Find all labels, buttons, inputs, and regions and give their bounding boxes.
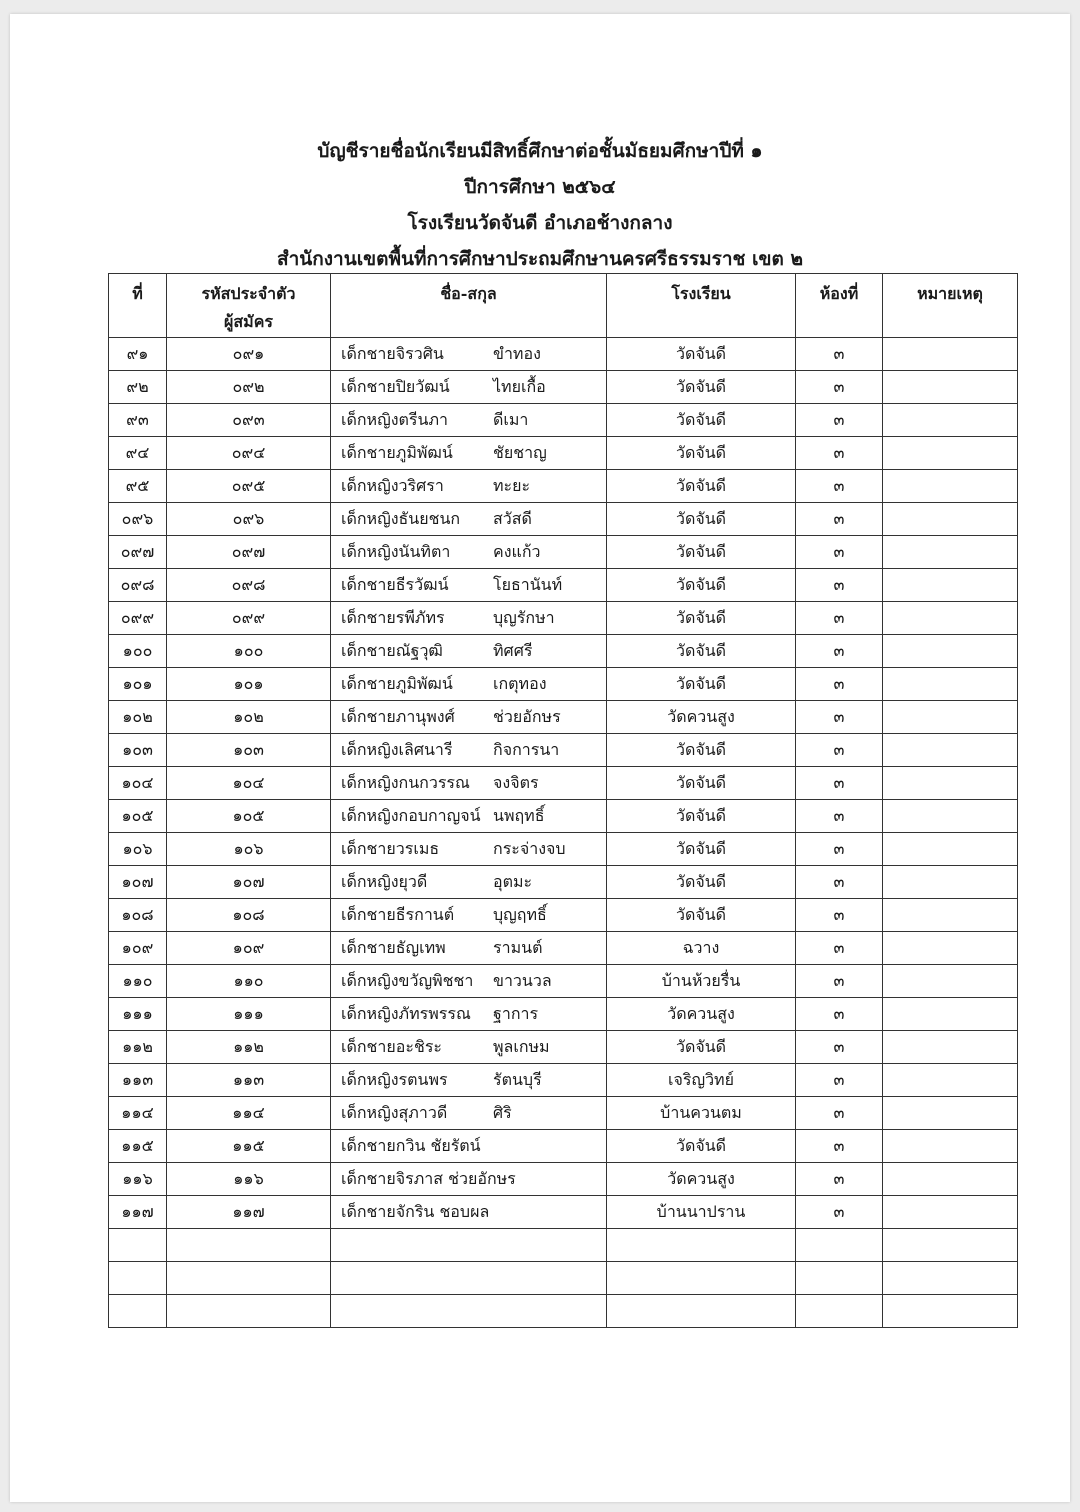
cell-name: [331, 338, 607, 371]
cell-school: วัดจันดี: [607, 800, 796, 833]
cell-code: ๑๑๐: [167, 965, 331, 998]
cell-note: [883, 536, 1018, 569]
cell-room: ๓: [796, 635, 883, 668]
header-code-line2: ผู้สมัคร: [224, 312, 273, 331]
cell-school: บ้านนาปราน: [607, 1196, 796, 1229]
cell-no: ๑๐๙: [109, 932, 167, 965]
cell-name: [331, 899, 607, 932]
cell-code: ๑๐๙: [167, 932, 331, 965]
last-name: ชัยชาญ: [493, 443, 547, 462]
cell-name: [331, 1130, 607, 1163]
header-note: หมายเหตุ: [883, 274, 1018, 338]
header-code-line1: รหัสประจำตัว: [201, 284, 296, 303]
cell-room: ๓: [796, 1196, 883, 1229]
cell-no: ๙๒: [109, 371, 167, 404]
cell-name: [331, 701, 607, 734]
cell-note: [883, 437, 1018, 470]
first-name: เด็กชายจักริน ชอบผล: [341, 1202, 490, 1221]
last-name: สวัสดี: [493, 509, 532, 528]
table-row: [109, 371, 1018, 404]
last-name: อุตมะ: [493, 872, 533, 891]
cell-school: วัดควนสูง: [607, 701, 796, 734]
first-name: เด็กหญิงเลิศนารี: [341, 740, 453, 759]
cell-code: ๐๙๘: [167, 569, 331, 602]
cell-code: ๑๐๓: [167, 734, 331, 767]
cell-code: ๑๐๖: [167, 833, 331, 866]
cell-name: [331, 404, 607, 437]
last-name: ฐาการ: [493, 1004, 539, 1023]
cell-name: [331, 998, 607, 1031]
title-line-2: ปีการศึกษา ๒๕๖๔: [464, 176, 616, 198]
cell-no: ๐๙๖: [109, 503, 167, 536]
cell-no: ๑๐๐: [109, 635, 167, 668]
cell-code: ๑๐๔: [167, 767, 331, 800]
first-name: เด็กชายจิรวศิน: [341, 344, 444, 363]
cell-school: วัดจันดี: [607, 569, 796, 602]
first-name: เด็กหญิงยุวดี: [341, 872, 428, 891]
cell-code: ๐๙๒: [167, 371, 331, 404]
cell-code: ๑๑๓: [167, 1064, 331, 1097]
cell-code: ๑๐๐: [167, 635, 331, 668]
cell-name: [331, 965, 607, 998]
last-name: ทิศศรี: [493, 641, 533, 660]
first-name: เด็กหญิงวริศรา: [341, 476, 444, 495]
cell-room: ๓: [796, 998, 883, 1031]
cell-no: ๑๑๓: [109, 1064, 167, 1097]
cell-school: วัดจันดี: [607, 833, 796, 866]
cell-room: ๓: [796, 833, 883, 866]
cell-no: ๑๑๑: [109, 998, 167, 1031]
cell-school: วัดจันดี: [607, 602, 796, 635]
header-code: [167, 274, 331, 338]
cell-name: [331, 635, 607, 668]
cell-room: ๓: [796, 1163, 883, 1196]
table-row: [109, 965, 1018, 998]
cell-room: ๓: [796, 701, 883, 734]
cell-no: ๙๑: [109, 338, 167, 371]
cell-code: ๑๑๗: [167, 1196, 331, 1229]
first-name: เด็กหญิงกนกวรรณ: [341, 773, 470, 792]
cell-school: วัดจันดี: [607, 668, 796, 701]
cell-room: ๓: [796, 1097, 883, 1130]
table-row: [109, 536, 1018, 569]
cell-no: ๑๐๘: [109, 899, 167, 932]
cell-room: ๓: [796, 767, 883, 800]
cell-code: ๐๙๖: [167, 503, 331, 536]
table-header-row: [109, 274, 1018, 338]
table-row: [109, 470, 1018, 503]
cell-name: [331, 371, 607, 404]
cell-no: ๐๙๙: [109, 602, 167, 635]
cell-no: ๑๐๕: [109, 800, 167, 833]
cell-no: ๑๐๖: [109, 833, 167, 866]
cell-note: [883, 668, 1018, 701]
cell-note: [883, 503, 1018, 536]
cell-note: [883, 899, 1018, 932]
table-row: [109, 668, 1018, 701]
cell-room: ๓: [796, 503, 883, 536]
cell-no: ๑๑๗: [109, 1196, 167, 1229]
cell-code: ๑๐๘: [167, 899, 331, 932]
table-row: [109, 899, 1018, 932]
last-name: ทะยะ: [493, 476, 531, 495]
cell-note: [883, 1229, 1018, 1262]
first-name: เด็กชายภูมิพัฒน์: [341, 443, 453, 462]
cell-note: [883, 1097, 1018, 1130]
last-name: ขาวนวล: [493, 971, 552, 990]
cell-code: ๐๙๑: [167, 338, 331, 371]
table-row: [109, 1130, 1018, 1163]
first-name: เด็กชายอะชิระ: [341, 1037, 443, 1056]
cell-no: ๑๐๔: [109, 767, 167, 800]
table-row: [109, 569, 1018, 602]
cell-no: ๑๑๔: [109, 1097, 167, 1130]
table-row: [109, 602, 1018, 635]
cell-no: ๑๑๐: [109, 965, 167, 998]
cell-school: วัดจันดี: [607, 635, 796, 668]
title-line-3: โรงเรียนวัดจันดี อำเภอช้างกลาง: [407, 212, 673, 234]
cell-school: [607, 1262, 796, 1295]
cell-no: ๐๙๘: [109, 569, 167, 602]
last-name: รัตนบุรี: [493, 1070, 542, 1089]
cell-no: ๑๑๒: [109, 1031, 167, 1064]
cell-no: [109, 1229, 167, 1262]
cell-code: [167, 1262, 331, 1295]
table-row: [109, 701, 1018, 734]
cell-room: ๓: [796, 1130, 883, 1163]
first-name: เด็กชายธีรวัฒน์: [341, 575, 449, 594]
last-name: ดีเมา: [493, 410, 529, 429]
cell-name: [331, 833, 607, 866]
table-row: [109, 800, 1018, 833]
table-row: [109, 932, 1018, 965]
first-name: เด็กชายวรเมธ: [341, 839, 440, 858]
cell-note: [883, 470, 1018, 503]
document-page: [10, 14, 1070, 1502]
cell-school: วัดควนสูง: [607, 1163, 796, 1196]
cell-note: [883, 602, 1018, 635]
header-name: ชื่อ-สกุล: [331, 274, 607, 338]
cell-note: [883, 1163, 1018, 1196]
cell-name: [331, 734, 607, 767]
title-line-4: สำนักงานเขตพื้นที่การศึกษาประถมศึกษานครศรีธรรมราช เขต ๒: [277, 248, 803, 270]
cell-room: ๓: [796, 1031, 883, 1064]
table-row: [109, 1163, 1018, 1196]
cell-note: [883, 800, 1018, 833]
cell-code: ๑๑๕: [167, 1130, 331, 1163]
last-name: คงแก้ว: [493, 542, 541, 561]
last-name: เกตุทอง: [493, 674, 547, 693]
cell-code: ๐๙๓: [167, 404, 331, 437]
last-name: บุญฤทธิ์: [493, 905, 547, 924]
cell-note: [883, 1295, 1018, 1328]
table-row: [109, 1229, 1018, 1262]
first-name: เด็กหญิงกอบกาญจน์: [341, 806, 481, 825]
cell-school: วัดจันดี: [607, 470, 796, 503]
table-row: [109, 1295, 1018, 1328]
cell-note: [883, 833, 1018, 866]
cell-note: [883, 635, 1018, 668]
table-row: [109, 998, 1018, 1031]
cell-room: ๓: [796, 800, 883, 833]
cell-room: ๓: [796, 1064, 883, 1097]
table-body: [109, 338, 1018, 1328]
cell-name: [331, 1262, 607, 1295]
cell-no: [109, 1295, 167, 1328]
cell-note: [883, 1130, 1018, 1163]
first-name: เด็กหญิงขวัญพิชชา: [341, 971, 474, 990]
cell-school: วัดควนสูง: [607, 998, 796, 1031]
table-row: [109, 503, 1018, 536]
cell-school: วัดจันดี: [607, 371, 796, 404]
first-name: เด็กหญิงตรีนภา: [341, 410, 448, 429]
cell-school: วัดจันดี: [607, 338, 796, 371]
cell-name: [331, 569, 607, 602]
first-name: เด็กชายกวิน ชัยรัตน์: [341, 1136, 481, 1155]
table-row: [109, 1097, 1018, 1130]
cell-note: [883, 1196, 1018, 1229]
cell-school: ฉวาง: [607, 932, 796, 965]
last-name: ช่วยอักษร: [493, 707, 561, 726]
table-row: [109, 866, 1018, 899]
cell-school: วัดจันดี: [607, 767, 796, 800]
cell-note: [883, 1064, 1018, 1097]
last-name: กระจ่างจบ: [493, 839, 566, 858]
cell-code: ๐๙๙: [167, 602, 331, 635]
last-name: ขำทอง: [493, 344, 541, 363]
cell-name: [331, 536, 607, 569]
cell-code: ๑๑๔: [167, 1097, 331, 1130]
table-row: [109, 833, 1018, 866]
first-name: เด็กหญิงภัทรพรรณ: [341, 1004, 471, 1023]
table-row: [109, 734, 1018, 767]
last-name: ไทยเกื้อ: [493, 377, 546, 396]
cell-room: [796, 1295, 883, 1328]
cell-note: [883, 998, 1018, 1031]
table-row: [109, 1262, 1018, 1295]
cell-note: [883, 932, 1018, 965]
cell-name: [331, 767, 607, 800]
cell-room: [796, 1262, 883, 1295]
cell-school: บ้านควนตม: [607, 1097, 796, 1130]
last-name: กิจการนา: [493, 740, 560, 759]
cell-room: ๓: [796, 404, 883, 437]
cell-school: วัดจันดี: [607, 1130, 796, 1163]
cell-code: ๑๐๑: [167, 668, 331, 701]
cell-no: ๑๐๗: [109, 866, 167, 899]
cell-name: [331, 1163, 607, 1196]
cell-school: เจริญวิทย์: [607, 1064, 796, 1097]
cell-note: [883, 965, 1018, 998]
cell-name: [331, 503, 607, 536]
cell-name: [331, 800, 607, 833]
first-name: เด็กหญิงสุภาวดี: [341, 1103, 448, 1122]
first-name: เด็กชายณัฐวุฒิ: [341, 641, 443, 660]
cell-code: ๐๙๔: [167, 437, 331, 470]
cell-code: [167, 1295, 331, 1328]
last-name: ศิริ: [493, 1103, 512, 1122]
cell-school: วัดจันดี: [607, 503, 796, 536]
cell-note: [883, 338, 1018, 371]
cell-room: ๓: [796, 338, 883, 371]
cell-room: ๓: [796, 668, 883, 701]
first-name: เด็กชายจิรภาส ช่วยอักษร: [341, 1169, 516, 1188]
first-name: เด็กหญิงนันทิตา: [341, 542, 451, 561]
cell-name: [331, 1295, 607, 1328]
first-name: เด็กชายรพีภัทร: [341, 608, 445, 627]
cell-note: [883, 866, 1018, 899]
cell-no: ๑๐๒: [109, 701, 167, 734]
cell-code: ๐๙๕: [167, 470, 331, 503]
table-row: [109, 1064, 1018, 1097]
last-name: จงจิตร: [493, 773, 539, 792]
header-school: โรงเรียน: [607, 274, 796, 338]
cell-note: [883, 404, 1018, 437]
cell-no: ๙๔: [109, 437, 167, 470]
cell-room: [796, 1229, 883, 1262]
cell-code: ๑๐๒: [167, 701, 331, 734]
first-name: เด็กหญิงรตนพร: [341, 1070, 448, 1089]
cell-note: [883, 1262, 1018, 1295]
cell-room: ๓: [796, 371, 883, 404]
cell-name: [331, 1229, 607, 1262]
cell-school: วัดจันดี: [607, 899, 796, 932]
cell-note: [883, 734, 1018, 767]
first-name: เด็กชายธัญเทพ: [341, 938, 446, 957]
cell-room: ๓: [796, 569, 883, 602]
cell-name: [331, 437, 607, 470]
cell-no: ๙๓: [109, 404, 167, 437]
cell-note: [883, 1031, 1018, 1064]
cell-no: ๑๐๓: [109, 734, 167, 767]
cell-school: [607, 1295, 796, 1328]
cell-school: วัดจันดี: [607, 437, 796, 470]
first-name: เด็กชายภานุพงศ์: [341, 707, 455, 726]
cell-note: [883, 701, 1018, 734]
table-row: [109, 1031, 1018, 1064]
cell-room: ๓: [796, 899, 883, 932]
cell-room: ๓: [796, 734, 883, 767]
last-name: พูลเกษม: [493, 1037, 550, 1056]
cell-no: ๑๑๕: [109, 1130, 167, 1163]
cell-no: ๑๐๑: [109, 668, 167, 701]
cell-school: วัดจันดี: [607, 734, 796, 767]
cell-name: [331, 668, 607, 701]
cell-school: [607, 1229, 796, 1262]
cell-school: วัดจันดี: [607, 1031, 796, 1064]
cell-code: ๑๐๕: [167, 800, 331, 833]
cell-name: [331, 470, 607, 503]
cell-name: [331, 1064, 607, 1097]
cell-no: ๐๙๗: [109, 536, 167, 569]
cell-school: วัดจันดี: [607, 404, 796, 437]
cell-note: [883, 767, 1018, 800]
last-name: โยธานันท์: [493, 575, 563, 594]
table-row: [109, 437, 1018, 470]
cell-name: [331, 932, 607, 965]
cell-code: ๑๑๒: [167, 1031, 331, 1064]
first-name: เด็กชายภูมิพัฒน์: [341, 674, 453, 693]
table-row: [109, 338, 1018, 371]
cell-code: ๑๑๖: [167, 1163, 331, 1196]
cell-room: ๓: [796, 437, 883, 470]
cell-no: [109, 1262, 167, 1295]
cell-school: วัดจันดี: [607, 536, 796, 569]
cell-school: บ้านห้วยรื่น: [607, 965, 796, 998]
last-name: นพฤทธิ์: [493, 806, 545, 825]
header-no: ที่: [109, 274, 167, 338]
cell-room: ๓: [796, 536, 883, 569]
cell-name: [331, 1031, 607, 1064]
cell-room: ๓: [796, 932, 883, 965]
table-row: [109, 404, 1018, 437]
student-table: [108, 273, 1018, 1328]
header-room: ห้องที่: [796, 274, 883, 338]
cell-code: ๑๐๗: [167, 866, 331, 899]
cell-code: [167, 1229, 331, 1262]
cell-code: ๐๙๗: [167, 536, 331, 569]
cell-name: [331, 866, 607, 899]
first-name: เด็กชายปิยวัฒน์: [341, 377, 450, 396]
cell-no: ๙๕: [109, 470, 167, 503]
title-line-1: บัญชีรายชื่อนักเรียนมีสิทธิ์ศึกษาต่อชั้นมัธยมศึกษาปีที่ ๑: [317, 140, 763, 162]
cell-note: [883, 371, 1018, 404]
first-name: เด็กชายธีรกานต์: [341, 905, 455, 924]
cell-code: ๑๑๑: [167, 998, 331, 1031]
last-name: บุญรักษา: [493, 608, 555, 627]
cell-name: [331, 602, 607, 635]
cell-note: [883, 569, 1018, 602]
first-name: เด็กหญิงธันยชนก: [341, 509, 461, 528]
table-row: [109, 635, 1018, 668]
cell-name: [331, 1097, 607, 1130]
cell-name: [331, 1196, 607, 1229]
last-name: รามนต์: [493, 938, 543, 957]
cell-room: ๓: [796, 602, 883, 635]
table-row: [109, 767, 1018, 800]
table-row: [109, 1196, 1018, 1229]
cell-room: ๓: [796, 965, 883, 998]
cell-room: ๓: [796, 866, 883, 899]
cell-school: วัดจันดี: [607, 866, 796, 899]
cell-no: ๑๑๖: [109, 1163, 167, 1196]
cell-room: ๓: [796, 470, 883, 503]
